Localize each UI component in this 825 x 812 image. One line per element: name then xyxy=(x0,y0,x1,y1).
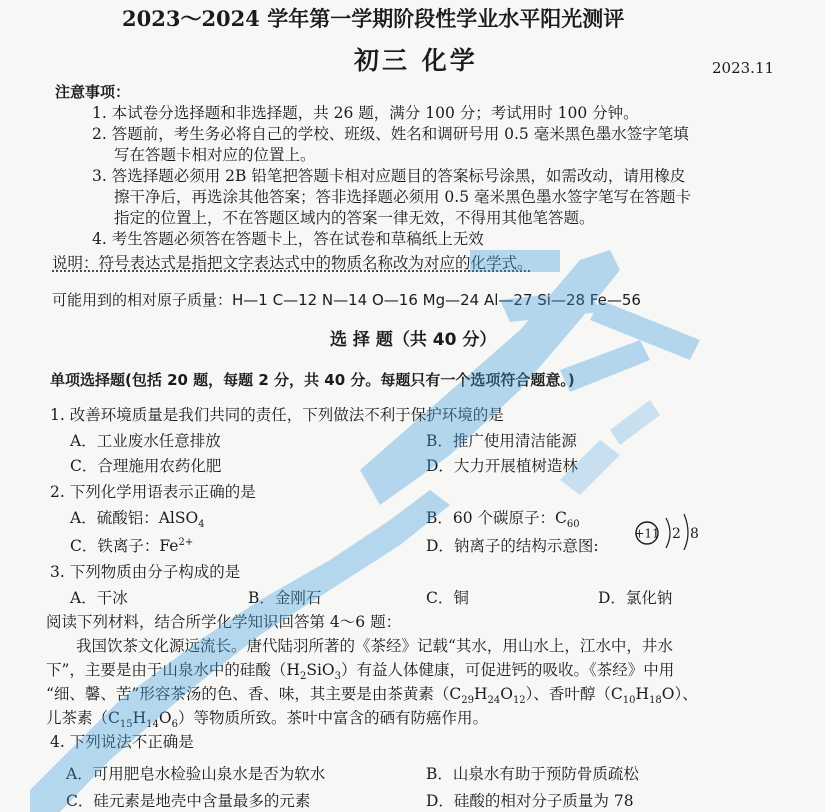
atomic-mass-line: 可能用到的相对原子质量：H—1 C—12 N—14 O—16 Mg—24 Al—27 Si—28 Fe—56 xyxy=(52,291,641,309)
ion-shell-2: 8 xyxy=(690,526,699,542)
section-intro: 单项选择题(包括 20 题，每题 2 分，共 40 分。每题只有一个选项符合题意。) xyxy=(50,371,575,389)
notes-explain: 说明：符号表达式是指把文字表达式中的物质名称改为对应的化学式。 xyxy=(52,254,533,272)
reading-line-1: 我国饮茶文化源远流长。唐代陆羽所著的《茶经》记载“其水，用山水上，江水中，井水 xyxy=(76,637,673,655)
q3-stem: 3. 下列物质由分子构成的是 xyxy=(50,563,241,581)
q1-option-c: C．合理施用农药化肥 xyxy=(70,457,222,475)
q2-option-b: B．60 个碳原子：$C_{60}$ xyxy=(426,509,580,531)
q3-option-d: D．氯化钠 xyxy=(598,589,673,607)
notes-item-1: 1. 本试卷分选择题和非选择题，共 26 题，满分 100 分；考试用时 100 分钟。 xyxy=(92,104,639,122)
notes-item-3: 3. 答选择题必须用 2B 铅笔把答题卡相对应题目的答案标号涂黑，如需改动，请用橡皮 xyxy=(92,167,686,185)
exam-subject: 初三 化学 xyxy=(354,46,478,75)
reading-line-4: 儿茶素$(C_{15}H_{14}O_6)$等物质所致。茶叶中富含的硒有防癌作用。 xyxy=(46,709,488,731)
notes-item-3-cont: 擦干净后，再选涂其他答案；答非选择题必须用 0.5 毫米黑色墨水签字笔写在答题卡 xyxy=(114,188,692,206)
q1-option-a: A．工业废水任意排放 xyxy=(70,432,221,450)
ion-shell-1: 2 xyxy=(672,526,681,542)
q4-option-d: D．硅酸的相对分子质量为 78 xyxy=(426,792,634,810)
q3-option-a: A．干冰 xyxy=(70,589,128,607)
notes-item-4: 4. 考生答题必须答在答题卡上，答在试卷和草稿纸上无效 xyxy=(92,230,484,248)
q3-option-c: C．铜 xyxy=(426,589,469,607)
sodium-ion-diagram xyxy=(634,510,724,550)
reading-line-3: “细、馨、苦”形容茶汤的色、香、味，其主要是由茶黄素$(C_{29}H_{24}O_{12})$、香叶醇$(C_{10}H_{18}O)$、 xyxy=(46,685,698,707)
q4-option-a: A．可用肥皂水检验山泉水是否为软水 xyxy=(66,765,326,783)
exam-date: 2023.11 xyxy=(712,59,775,77)
q2-option-d: D．钠离子的结构示意图: xyxy=(426,537,599,555)
q1-option-b: B．推广使用清洁能源 xyxy=(426,432,577,450)
notes-item-3-cont2: 指定的位置上，不在答题区域内的答案一律无效，不得用其他笔答题。 xyxy=(114,209,595,227)
notes-item-2-cont: 写在答题卡相对应的位置上。 xyxy=(114,146,316,164)
q4-option-b: B．山泉水有助于预防骨质疏松 xyxy=(426,765,639,783)
q4-option-c: C．硅元素是地壳中含量最多的元素 xyxy=(66,792,311,810)
q1-stem: 1. 改善环境质量是我们共同的责任，下列做法不利于保护环境的是 xyxy=(50,406,504,424)
q3-option-b: B．金刚石 xyxy=(248,589,322,607)
reading-intro: 阅读下列材料，结合所学化学知识回答第 4～6 题： xyxy=(46,613,402,631)
q2-option-a: A．硫酸铝：AlSO$_4$ xyxy=(70,509,205,531)
q1-option-d: D．大力开展植树造林 xyxy=(426,457,578,475)
q2-option-c: C．铁离子：$Fe^{2+}$ xyxy=(70,536,194,555)
ion-nucleus-label: +11 xyxy=(634,526,660,541)
q2-stem: 2. 下列化学用语表示正确的是 xyxy=(50,483,256,501)
exam-title: 2023～2024 学年第一学期阶段性学业水平阳光测评 xyxy=(122,6,625,31)
q4-stem: 4. 下列说法不正确是 xyxy=(50,733,194,751)
section-title: 选 择 题（共 40 分） xyxy=(330,330,497,350)
notes-heading: 注意事项： xyxy=(55,83,131,101)
reading-line-2: 下”，主要是由于山泉水中的硅酸$(H_2SiO_3)$有益人体健康，可促进钙的吸收。《茶经》中用 xyxy=(46,661,675,683)
notes-item-2: 2. 答题前，考生务必将自己的学校、班级、姓名和调研号用 0.5 毫米黑色墨水签字笔填 xyxy=(92,125,689,143)
